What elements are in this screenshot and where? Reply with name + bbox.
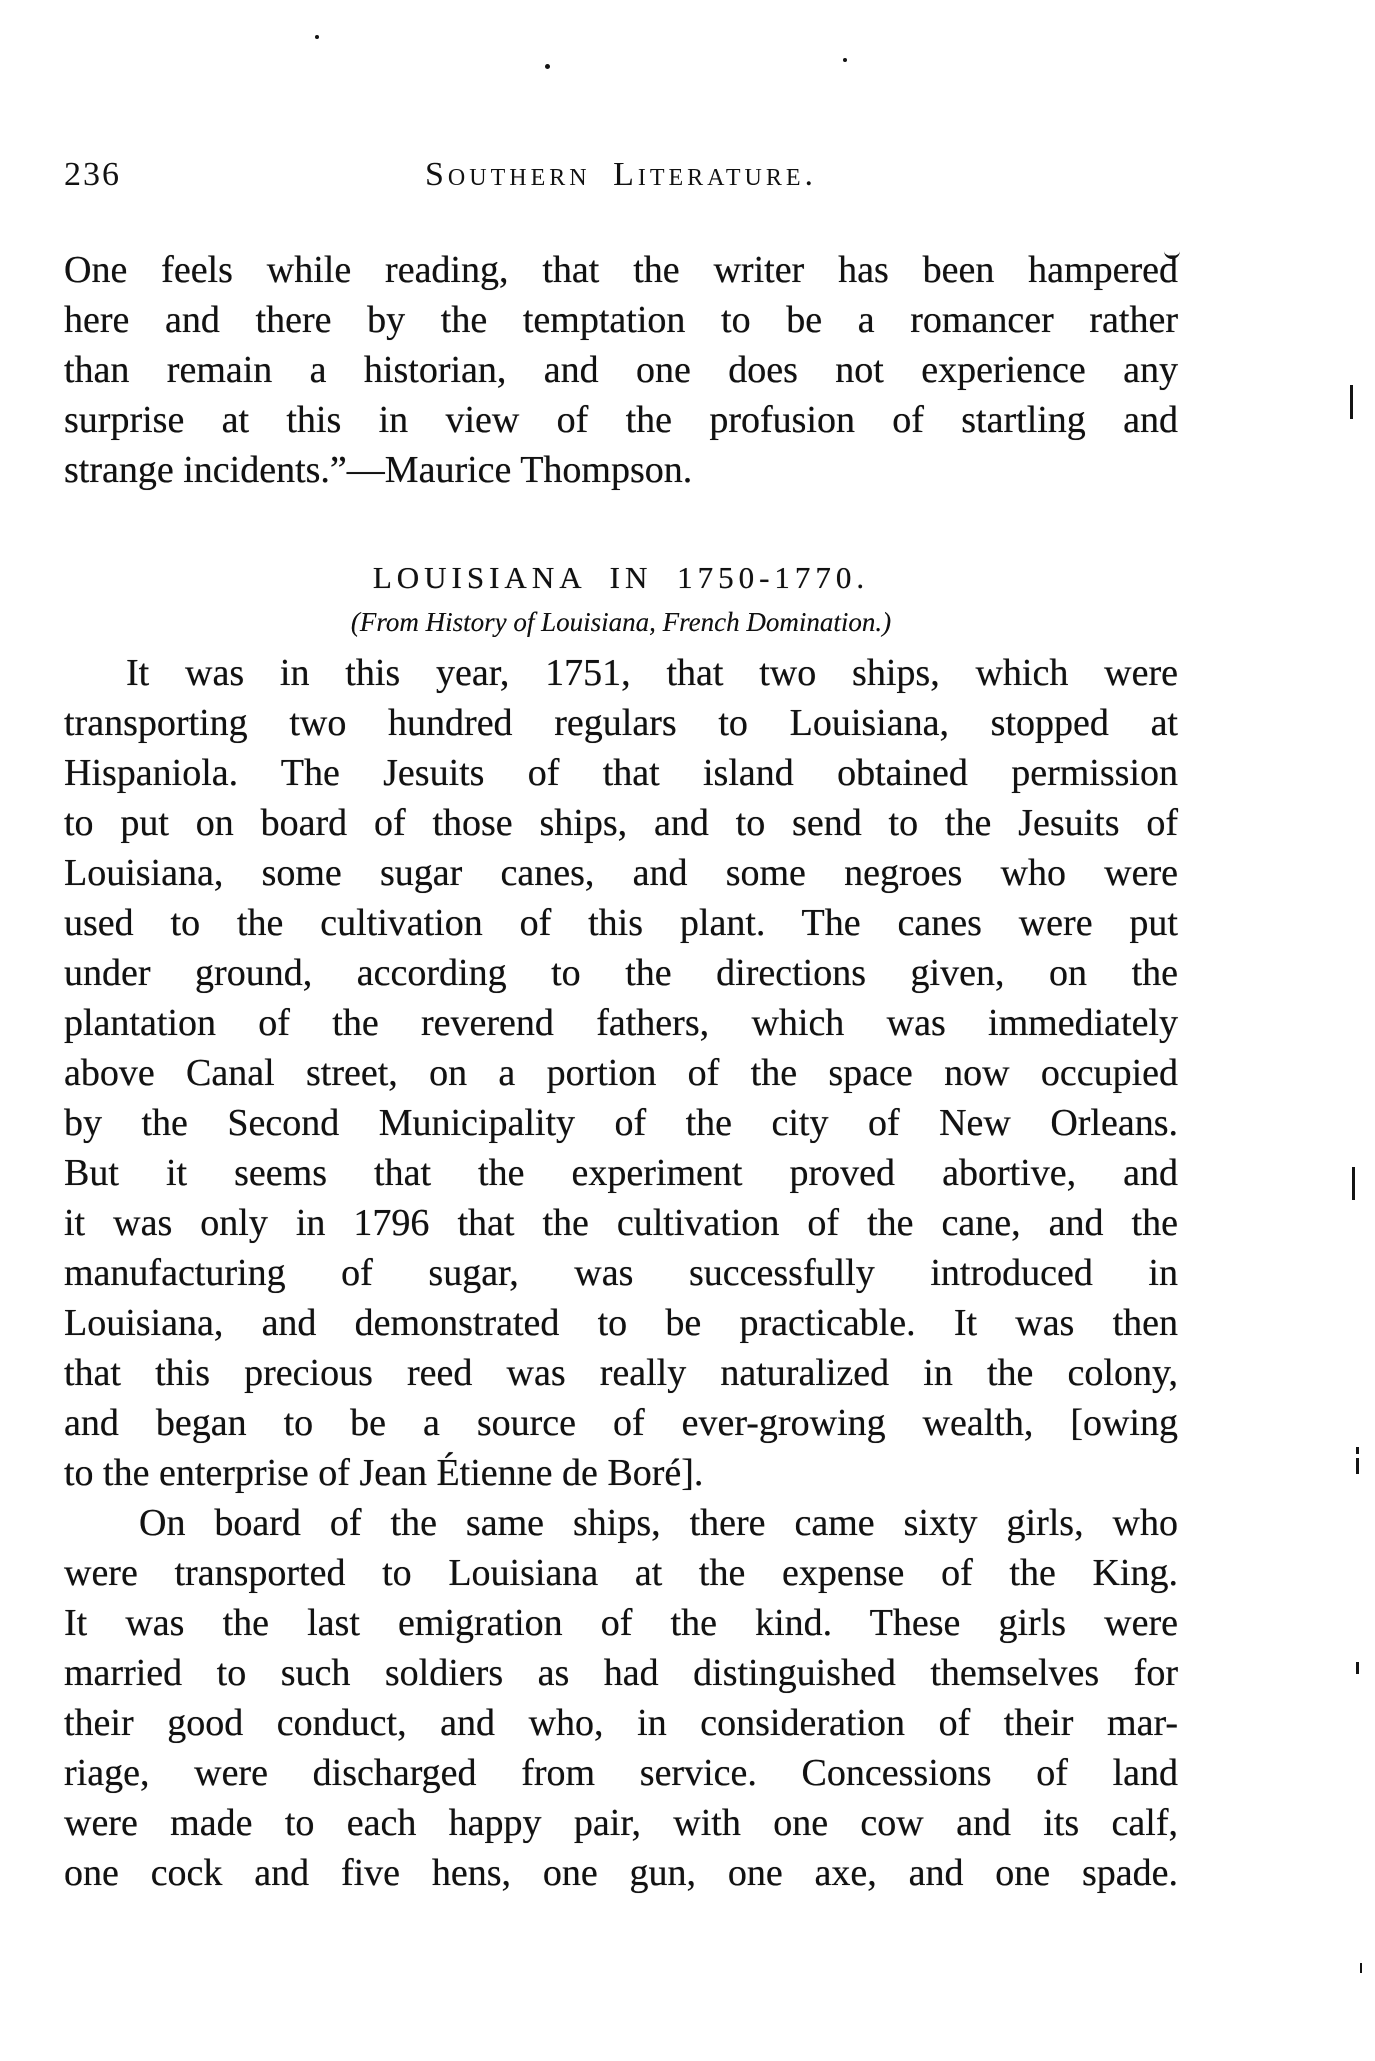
text-line: it was only in 1796 that the cultivation of the cane, and the [64,1202,1178,1244]
margin-ink-mark [1356,1662,1359,1674]
text-line: It was in this year, 1751, that two ships, which were [126,652,1178,694]
running-header [64,156,1178,200]
scan-speck [843,58,847,62]
text-line: by the Second Municipality of the city of New Orleans. [64,1102,1178,1144]
scan-speck [315,35,319,39]
text-line: On board of the same ships, there came sixty girls, who [139,1502,1178,1544]
text-line: plantation of the reverend fathers, which was immediately [64,1002,1178,1044]
margin-ink-mark [1360,1963,1362,1973]
text-line: were transported to Louisiana at the expense of the King. [64,1552,1178,1594]
text-line: One feels while reading, that the writer has been hampered [64,249,1178,291]
text-line: Louisiana, and demonstrated to be practicable. It was then [64,1302,1178,1344]
text-line: But it seems that the experiment proved abortive, and [64,1152,1178,1194]
text-line: and began to be a source of ever-growing wealth, [owing [64,1402,1178,1444]
text-line: riage, were discharged from service. Concessions of land [64,1752,1178,1794]
text-line: transporting two hundred regulars to Louisiana, stopped at [64,702,1178,744]
text-line: one cock and five hens, one gun, one axe, and one spade. [64,1852,1178,1894]
text-line: manufacturing of sugar, was successfully introduced in [64,1252,1178,1294]
margin-ink-mark [1350,385,1353,419]
text-line: here and there by the temptation to be a romancer rather [64,299,1178,341]
text-line: were made to each happy pair, with one cow and its calf, [64,1802,1178,1844]
text-line: that this precious reed was really naturalized in the colony, [64,1352,1178,1394]
text-line: It was the last emigration of the kind. These girls were [64,1602,1178,1644]
text-line: above Canal street, on a portion of the space now occupied [64,1052,1178,1094]
margin-ink-mark [1356,1458,1359,1474]
text-line: under ground, according to the directions given, on the [64,952,1178,994]
running-title: Southern Literature. [425,156,817,193]
body-text [64,648,1178,1898]
text-line: Hispaniola. The Jesuits of that island obtained permission [64,752,1178,794]
margin-ink-mark [1356,1447,1359,1454]
section-source-line: (From History of Louisiana, French Domination.) [350,607,892,637]
scan-speck [545,64,550,69]
quote-paragraph [64,245,1178,495]
text-line: than remain a historian, and one does not experience any [64,349,1178,391]
text-line: Louisiana, some sugar canes, and some negroes who were [64,852,1178,894]
margin-ink-mark [1352,1167,1355,1200]
text-line: surprise at this in view of the profusion of startling and [64,399,1178,441]
text-line: their good conduct, and who, in consideration of their mar- [64,1702,1178,1744]
text-line: used to the cultivation of this plant. The canes were put [64,902,1178,944]
text-line: to put on board of those ships, and to send to the Jesuits of [64,802,1178,844]
text-line: strange incidents.”—Maurice Thompson. [64,449,693,491]
section-heading: LOUISIANA IN 1750-1770. [372,560,870,595]
text-line: married to such soldiers as had distinguished themselves for [64,1652,1178,1694]
text-line: to the enterprise of Jean Étienne de Boré]. [64,1452,704,1494]
page-number: 236 [64,156,121,193]
